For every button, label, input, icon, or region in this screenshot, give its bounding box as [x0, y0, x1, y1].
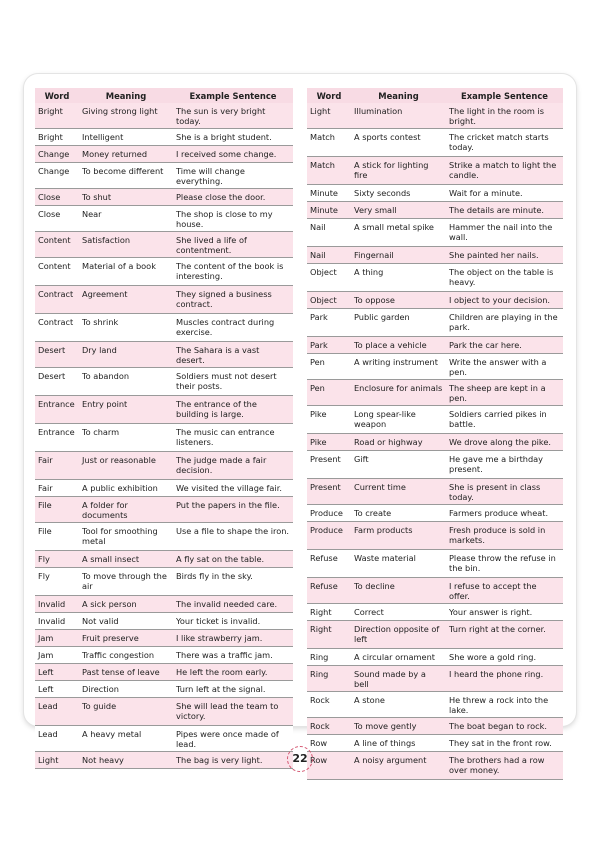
word-cell: Invalid	[35, 596, 79, 613]
word-cell: Row	[307, 735, 351, 752]
table-row	[35, 726, 293, 752]
meaning-cell: A small metal spike	[351, 219, 446, 247]
example-cell: Turn right at the corner.	[446, 621, 563, 649]
word-cell: Left	[35, 664, 79, 681]
table-row	[307, 247, 563, 264]
table-row	[35, 664, 293, 681]
meaning-cell: Giving strong light	[79, 103, 173, 129]
header-example: Example Sentence	[446, 88, 563, 103]
table-row	[35, 286, 293, 314]
meaning-cell: Intelligent	[79, 129, 173, 146]
example-cell: The entrance of the building is large.	[173, 396, 293, 424]
meaning-cell: Waste material	[351, 550, 446, 578]
word-cell: Nail	[307, 247, 351, 264]
table-row	[307, 157, 563, 185]
meaning-cell: To charm	[79, 424, 173, 452]
table-row	[307, 752, 563, 780]
table-row	[307, 202, 563, 219]
table-row	[307, 264, 563, 292]
word-cell: Change	[35, 163, 79, 189]
header-meaning: Meaning	[351, 88, 446, 103]
example-cell: The music can entrance listeners.	[173, 424, 293, 452]
word-cell: Right	[307, 621, 351, 649]
meaning-cell: Dry land	[79, 342, 173, 368]
word-cell: Contract	[35, 286, 79, 314]
word-cell: Fly	[35, 551, 79, 568]
word-cell: Present	[307, 479, 351, 505]
example-cell: I like strawberry jam.	[173, 630, 293, 647]
meaning-cell: A sports contest	[351, 129, 446, 157]
table-row	[35, 206, 293, 232]
table-row	[35, 424, 293, 452]
meaning-cell: Fruit preserve	[79, 630, 173, 647]
word-cell: Right	[307, 604, 351, 621]
example-cell: Muscles contract during exercise.	[173, 314, 293, 342]
word-cell: Fly	[35, 568, 79, 596]
meaning-cell: Sound made by a bell	[351, 666, 446, 692]
table-row	[35, 314, 293, 342]
meaning-cell: Satisfaction	[79, 232, 173, 258]
meaning-cell: A public exhibition	[79, 480, 173, 497]
example-cell: The Sahara is a vast desert.	[173, 342, 293, 368]
word-cell: Park	[307, 309, 351, 337]
word-cell: Park	[307, 337, 351, 354]
meaning-cell: Direction opposite of left	[351, 621, 446, 649]
example-cell: Write the answer with a pen.	[446, 354, 563, 380]
table-header-row	[307, 88, 563, 103]
example-cell: He threw a rock into the lake.	[446, 692, 563, 718]
table-row	[35, 681, 293, 698]
word-cell: Lead	[35, 698, 79, 726]
example-cell: Turn left at the signal.	[173, 681, 293, 698]
table-row	[307, 337, 563, 354]
example-cell: We drove along the pike.	[446, 434, 563, 451]
word-cell: Fair	[35, 480, 79, 497]
table-row	[307, 129, 563, 157]
word-cell: Object	[307, 264, 351, 292]
example-cell: The invalid needed care.	[173, 596, 293, 613]
example-cell: Park the car here.	[446, 337, 563, 354]
table-row	[307, 604, 563, 621]
meaning-cell: A stick for lighting fire	[351, 157, 446, 185]
table-row	[307, 309, 563, 337]
table-row	[307, 649, 563, 666]
table-row	[35, 368, 293, 396]
word-cell: Desert	[35, 342, 79, 368]
table-row	[35, 146, 293, 163]
example-cell: The bag is very light.	[173, 752, 293, 769]
meaning-cell: Farm products	[351, 522, 446, 550]
word-cell: Light	[35, 752, 79, 769]
example-cell: I refuse to accept the offer.	[446, 578, 563, 604]
table-row	[35, 163, 293, 189]
word-cell: Change	[35, 146, 79, 163]
example-cell: Fresh produce is sold in markets.	[446, 522, 563, 550]
table-row	[35, 596, 293, 613]
word-cell: Match	[307, 157, 351, 185]
meaning-cell: To oppose	[351, 292, 446, 309]
word-cell: Pen	[307, 380, 351, 406]
meaning-cell: A writing instrument	[351, 354, 446, 380]
example-cell: She painted her nails.	[446, 247, 563, 264]
example-cell: She is present in class today.	[446, 479, 563, 505]
table-row	[307, 219, 563, 247]
example-cell: The light in the room is bright.	[446, 103, 563, 129]
meaning-cell: Past tense of leave	[79, 664, 173, 681]
meaning-cell: A noisy argument	[351, 752, 446, 780]
table-row	[307, 522, 563, 550]
meaning-cell: Illumination	[351, 103, 446, 129]
example-cell: He left the room early.	[173, 664, 293, 681]
meaning-cell: A sick person	[79, 596, 173, 613]
table-row	[35, 232, 293, 258]
word-cell: File	[35, 523, 79, 551]
table-row	[307, 103, 563, 129]
meaning-cell: Sixty seconds	[351, 185, 446, 202]
example-cell: She is a bright student.	[173, 129, 293, 146]
meaning-cell: A stone	[351, 692, 446, 718]
example-cell: I heard the phone ring.	[446, 666, 563, 692]
meaning-cell: Not heavy	[79, 752, 173, 769]
meaning-cell: Correct	[351, 604, 446, 621]
example-cell: The boat began to rock.	[446, 718, 563, 735]
header-example: Example Sentence	[173, 88, 293, 103]
example-cell: Pipes were once made of lead.	[173, 726, 293, 752]
example-cell: The sun is very bright today.	[173, 103, 293, 129]
table-row	[35, 129, 293, 146]
example-cell: There was a traffic jam.	[173, 647, 293, 664]
example-cell: He gave me a birthday present.	[446, 451, 563, 479]
example-cell: Strike a match to light the candle.	[446, 157, 563, 185]
example-cell: The cricket match starts today.	[446, 129, 563, 157]
table-row	[307, 718, 563, 735]
word-cell: Close	[35, 189, 79, 206]
table-row	[35, 480, 293, 497]
table-header-row	[35, 88, 293, 103]
table-row	[307, 434, 563, 451]
example-cell: Please throw the refuse in the bin.	[446, 550, 563, 578]
meaning-cell: To create	[351, 505, 446, 522]
example-cell: Soldiers must not desert their posts.	[173, 368, 293, 396]
example-cell: The details are minute.	[446, 202, 563, 219]
meaning-cell: Tool for smoothing metal	[79, 523, 173, 551]
meaning-cell: Material of a book	[79, 258, 173, 286]
word-cell: Fair	[35, 452, 79, 480]
word-cell: Contract	[35, 314, 79, 342]
word-cell: Refuse	[307, 578, 351, 604]
table-row	[35, 452, 293, 480]
table-row	[307, 666, 563, 692]
example-cell: Put the papers in the file.	[173, 497, 293, 523]
example-cell: Soldiers carried pikes in battle.	[446, 406, 563, 434]
example-cell: Please close the door.	[173, 189, 293, 206]
table-row	[307, 578, 563, 604]
meaning-cell: Direction	[79, 681, 173, 698]
table-row	[35, 523, 293, 551]
table-row	[35, 342, 293, 368]
meaning-cell: Money returned	[79, 146, 173, 163]
example-cell: The sheep are kept in a pen.	[446, 380, 563, 406]
meaning-cell: To shrink	[79, 314, 173, 342]
header-meaning: Meaning	[79, 88, 173, 103]
example-cell: We visited the village fair.	[173, 480, 293, 497]
word-cell: Pike	[307, 434, 351, 451]
meaning-cell: Entry point	[79, 396, 173, 424]
word-cell: Refuse	[307, 550, 351, 578]
meaning-cell: Near	[79, 206, 173, 232]
example-cell: The object on the table is heavy.	[446, 264, 563, 292]
meaning-cell: To decline	[351, 578, 446, 604]
example-cell: The content of the book is interesting.	[173, 258, 293, 286]
meaning-cell: A heavy metal	[79, 726, 173, 752]
meaning-cell: A circular ornament	[351, 649, 446, 666]
meaning-cell: Agreement	[79, 286, 173, 314]
word-cell: Pike	[307, 406, 351, 434]
meaning-cell: A folder for documents	[79, 497, 173, 523]
example-cell: They signed a business contract.	[173, 286, 293, 314]
header-word: Word	[307, 88, 351, 103]
word-cell: Close	[35, 206, 79, 232]
word-cell: Present	[307, 451, 351, 479]
word-cell: Minute	[307, 202, 351, 219]
meaning-cell: A small insect	[79, 551, 173, 568]
word-cell: Entrance	[35, 396, 79, 424]
table-row	[307, 380, 563, 406]
meaning-cell: To move through the air	[79, 568, 173, 596]
page-number: 22	[287, 746, 313, 772]
word-cell: Invalid	[35, 613, 79, 630]
example-cell: Your ticket is invalid.	[173, 613, 293, 630]
example-cell: The shop is close to my house.	[173, 206, 293, 232]
table-row	[307, 354, 563, 380]
meaning-cell: Not valid	[79, 613, 173, 630]
table-row	[307, 505, 563, 522]
word-cell: Bright	[35, 103, 79, 129]
meaning-cell: A line of things	[351, 735, 446, 752]
meaning-cell: Long spear-like weapon	[351, 406, 446, 434]
word-cell: Light	[307, 103, 351, 129]
table-row	[35, 647, 293, 664]
meaning-cell: To shut	[79, 189, 173, 206]
meaning-cell: Public garden	[351, 309, 446, 337]
table-row	[307, 406, 563, 434]
meaning-cell: To abandon	[79, 368, 173, 396]
table-row	[307, 292, 563, 309]
meaning-cell: Current time	[351, 479, 446, 505]
meaning-cell: Fingernail	[351, 247, 446, 264]
word-cell: Lead	[35, 726, 79, 752]
meaning-cell: Enclosure for animals	[351, 380, 446, 406]
meaning-cell: Road or highway	[351, 434, 446, 451]
table-row	[35, 189, 293, 206]
word-cell: Jam	[35, 647, 79, 664]
word-cell: Content	[35, 258, 79, 286]
table-row	[35, 258, 293, 286]
example-cell: She wore a gold ring.	[446, 649, 563, 666]
example-cell: I received some change.	[173, 146, 293, 163]
word-cell: Minute	[307, 185, 351, 202]
meaning-cell: To move gently	[351, 718, 446, 735]
table-row	[307, 621, 563, 649]
example-cell: Children are playing in the park.	[446, 309, 563, 337]
example-cell: Hammer the nail into the wall.	[446, 219, 563, 247]
table-row	[35, 630, 293, 647]
example-cell: Use a file to shape the iron.	[173, 523, 293, 551]
table-row	[307, 185, 563, 202]
example-cell: Farmers produce wheat.	[446, 505, 563, 522]
table-row	[307, 692, 563, 718]
example-cell: The brothers had a row over money.	[446, 752, 563, 780]
example-cell: Time will change everything.	[173, 163, 293, 189]
table-row	[35, 497, 293, 523]
example-cell: She will lead the team to victory.	[173, 698, 293, 726]
homonyms-table-left	[35, 88, 293, 769]
word-cell: Content	[35, 232, 79, 258]
meaning-cell: To become different	[79, 163, 173, 189]
word-cell: File	[35, 497, 79, 523]
word-cell: Object	[307, 292, 351, 309]
word-cell: Produce	[307, 505, 351, 522]
example-cell: Wait for a minute.	[446, 185, 563, 202]
word-cell: Nail	[307, 219, 351, 247]
table-row	[35, 103, 293, 129]
word-cell: Desert	[35, 368, 79, 396]
word-cell: Ring	[307, 649, 351, 666]
meaning-cell: To place a vehicle	[351, 337, 446, 354]
example-cell: Your answer is right.	[446, 604, 563, 621]
word-cell: Entrance	[35, 424, 79, 452]
word-cell: Jam	[35, 630, 79, 647]
homonyms-table-right	[307, 88, 563, 780]
table-row	[307, 479, 563, 505]
example-cell: The judge made a fair decision.	[173, 452, 293, 480]
word-cell: Match	[307, 129, 351, 157]
table-row	[35, 752, 293, 769]
meaning-cell: Traffic congestion	[79, 647, 173, 664]
word-cell: Row	[307, 752, 351, 780]
meaning-cell: Just or reasonable	[79, 452, 173, 480]
meaning-cell: Gift	[351, 451, 446, 479]
table-row	[35, 698, 293, 726]
table-row	[307, 735, 563, 752]
table-row	[35, 551, 293, 568]
meaning-cell: Very small	[351, 202, 446, 219]
word-cell: Ring	[307, 666, 351, 692]
example-cell: She lived a life of contentment.	[173, 232, 293, 258]
table-row	[35, 396, 293, 424]
example-cell: I object to your decision.	[446, 292, 563, 309]
meaning-cell: To guide	[79, 698, 173, 726]
example-cell: A fly sat on the table.	[173, 551, 293, 568]
word-cell: Pen	[307, 354, 351, 380]
word-cell: Rock	[307, 718, 351, 735]
example-cell: Birds fly in the sky.	[173, 568, 293, 596]
header-word: Word	[35, 88, 79, 103]
word-cell: Rock	[307, 692, 351, 718]
word-cell: Left	[35, 681, 79, 698]
table-row	[35, 613, 293, 630]
word-cell: Produce	[307, 522, 351, 550]
table-row	[307, 550, 563, 578]
example-cell: They sat in the front row.	[446, 735, 563, 752]
word-cell: Bright	[35, 129, 79, 146]
table-row	[307, 451, 563, 479]
meaning-cell: A thing	[351, 264, 446, 292]
table-row	[35, 568, 293, 596]
